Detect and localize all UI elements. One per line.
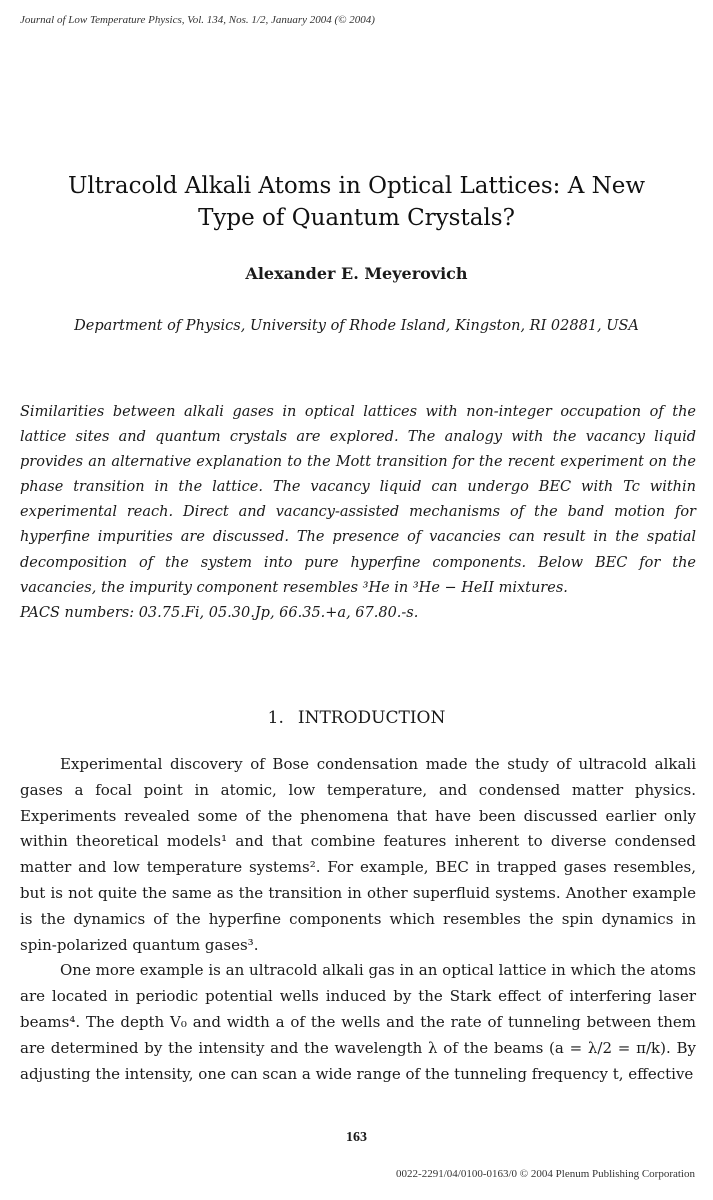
section-title: INTRODUCTION <box>297 708 446 728</box>
body-text <box>20 752 696 1087</box>
abstract <box>20 400 696 626</box>
copyright-line: 0022-2291/04/0100-0163/0 © 2004 Plenum Publishing Corporation <box>396 1168 695 1180</box>
journal-header: Journal of Low Temperature Physics, Vol. 134, Nos. 1/2, January 2004 (© 2004) <box>20 14 375 26</box>
paragraph: One more example is an ultracold alkali gas in an optical lattice in which the atoms are located in periodic potential wells induced by the Stark effect of interfering laser beams⁴. The depth V₀ and width a of the wells and the rate of tunneling between them are determined by the intensity and the wavelength λ of the beams (a = λ/2 = π/k). By adjusting the intensity, one can scan a wide range of the tunneling frequency t, effective <box>20 961 696 1083</box>
paper-title: Ultracold Alkali Atoms in Optical Lattices: A New Type of Quantum Crystals? <box>67 173 646 231</box>
paragraph: Experimental discovery of Bose condensation made the study of ultracold alkali gases a focal point in atomic, low temperature, and condensed matter physics. Experiments revealed some of the phenomena that have been discussed earlier only within theoretical models¹ and that combine features inherent to diverse condensed matter and low temperature systems². For example, BEC in trapped gases resembles, but is not quite the same as the transition in other superfluid systems. Another example is the dynamics of the hyperfine components which resembles the spin dynamics in spin-polarized quantum gases³. <box>20 755 696 954</box>
section-number: 1. <box>267 708 284 728</box>
author-name: Alexander E. Meyerovich <box>245 264 468 283</box>
abstract-text: Similarities between alkali gases in optical lattices with non-integer occupation of the lattice sites and quantum crystals are explored. The analogy with the vacancy liquid provides an alternative explanation to the Mott transition for the recent experiment on the phase transition in the lattice. The vacancy liquid can undergo BEC with Tc within experimental reach. Direct and vacancy-assisted mechanisms of the band motion for hyperfine impurities are discussed. The presence of vacancies can result in the spatial decomposition of the system into pure hyperfine components. Below BEC for the vacancies, the impurity component resembles ³He in ³He − HeII mixtures. <box>20 404 696 596</box>
pacs-numbers: PACS numbers: 03.75.Fi, 05.30.Jp, 66.35.+a, 67.80.-s. <box>20 604 419 621</box>
author-affiliation: Department of Physics, University of Rhode Island, Kingston, RI 02881, USA <box>74 318 639 334</box>
page-number: 163 <box>346 1130 367 1145</box>
section-heading <box>0 708 713 728</box>
